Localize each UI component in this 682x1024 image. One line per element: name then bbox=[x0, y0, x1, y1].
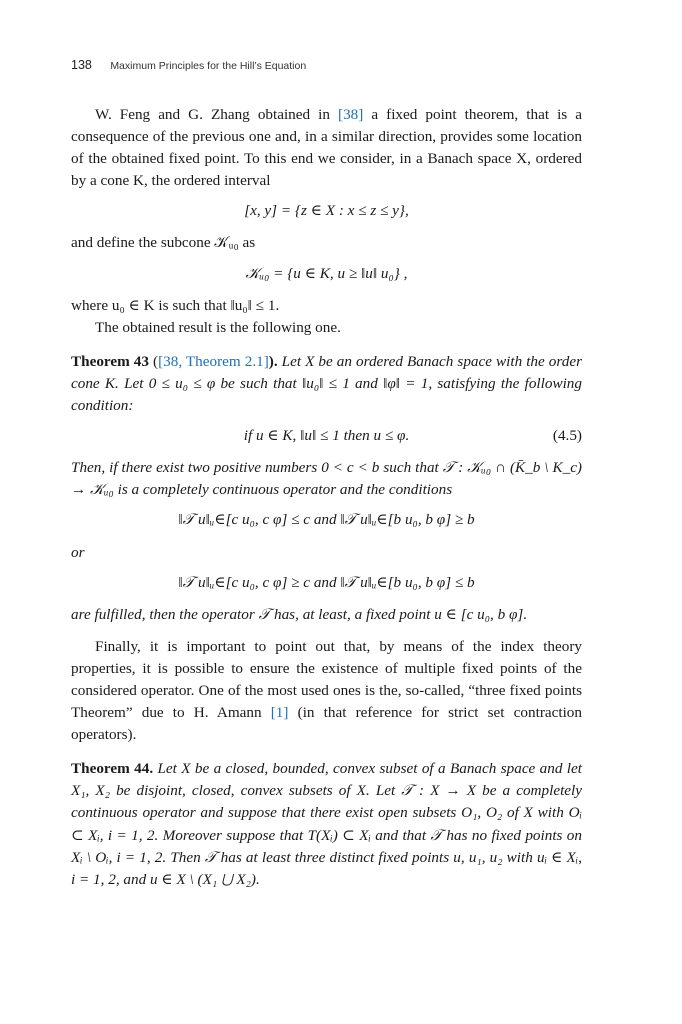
subcone-intro: and define the subcone 𝒦ᵤ₀ as bbox=[71, 234, 256, 252]
condition-1: ‖𝒯 u‖ᵤ∈[c u₀, c φ] ≤ c and ‖𝒯 u‖ᵤ∈[b u₀, b φ] ≥ b bbox=[178, 511, 475, 529]
paren-close: ). bbox=[268, 352, 278, 370]
then-line: Then, if there exist two positive numbers 0 < c < b such that 𝒯 : 𝒦ᵤ₀ ∩ (K̄_b \ K_c) → 𝒦ᵤ₀ is a completely continuous operator and the conditions bbox=[71, 459, 582, 499]
body-text bbox=[71, 104, 582, 891]
paragraph-text: W. Feng and G. Zhang obtained in bbox=[95, 106, 339, 123]
fulfilled-line: are fulfilled, then the operator 𝒯 has, at least, a fixed point u ∈ [c u₀, b φ]. bbox=[71, 605, 528, 623]
theorem-statement: Let X be an ordered Banach space with the order cone K. Let 0 ≤ u₀ ≤ φ be such that ‖u₀‖ ≤ 1 and ‖φ‖ = 1, satisfying the following condition: bbox=[71, 352, 582, 415]
theorem-statement: Let X be a closed, bounded, convex subset of a Banach space and let X₁, X₂ be disjoint, closed, convex subsets of X. Let 𝒯 : X → X be a completely continuous operator and suppose that there exist open subsets O₁, O₂ of X with Oᵢ ⊂ Xᵢ, i = 1, 2. Moreover suppose that T(Xᵢ) ⊂ Xᵢ and that 𝒯 has no fixed points on Xᵢ \ Oᵢ, i = 1, 2. Then 𝒯 has at least three distinct fixed points u, u₁, u₂ with uᵢ ∈ Xᵢ, i = 1, 2, and u ∈ X \ (X₁ ⋃ X₂). bbox=[71, 760, 582, 888]
theorem-label: Theorem 44. bbox=[71, 760, 154, 778]
result-line: The obtained result is the following one. bbox=[95, 318, 341, 336]
citation-link[interactable]: [38] bbox=[338, 106, 364, 123]
page-number: 138 bbox=[71, 58, 92, 72]
equation-subcone: 𝒦ᵤ₀ = {u ∈ K, u ≥ ‖u‖ u₀} , bbox=[245, 264, 408, 282]
where-line: where u₀ ∈ K is such that ‖u₀‖ ≤ 1. bbox=[71, 296, 280, 314]
paragraph-text: (in that reference for strict set contraction operators). bbox=[71, 704, 582, 744]
or-word: or bbox=[71, 543, 85, 561]
paragraph-text: a fixed point theorem, that is a consequence of the previous one and, in a similar direction, provides some location of the obtained fixed point. To this end we consider, in a Banach space X, ordered by a cone K, the ordered interval bbox=[71, 106, 582, 190]
theorem-43 bbox=[71, 351, 582, 417]
equation-content: if u ∈ K, ‖u‖ ≤ 1 then u ≤ φ. bbox=[243, 427, 410, 445]
paragraph-text: Finally, it is important to point out that, by means of the index theory properties, it is possible to ensure the existence of multiple fixed points of the considered operator. One of the most used ones is the, so-called, “three fixed points Theorem” due to H. Amann bbox=[71, 637, 582, 722]
equation-number: (4.5) bbox=[552, 427, 582, 445]
running-header bbox=[71, 56, 582, 74]
equation-interval: [x, y] = {z ∈ X : x ≤ z ≤ y}, bbox=[244, 202, 409, 220]
paren-open: ( bbox=[149, 352, 159, 370]
paragraph-finally bbox=[71, 636, 582, 746]
citation-link[interactable]: [38, Theorem 2.1] bbox=[158, 352, 269, 370]
paragraph-intro bbox=[71, 104, 582, 192]
condition-2: ‖𝒯 u‖ᵤ∈[c u₀, c φ] ≥ c and ‖𝒯 u‖ᵤ∈[b u₀, b φ] ≤ b bbox=[178, 573, 475, 591]
theorem-44 bbox=[71, 758, 582, 891]
running-title: Maximum Principles for the Hill’s Equation bbox=[110, 60, 307, 72]
equation-4-5 bbox=[71, 425, 582, 447]
citation-link[interactable]: [1] bbox=[270, 704, 289, 722]
theorem-label: Theorem 43 bbox=[71, 352, 149, 370]
